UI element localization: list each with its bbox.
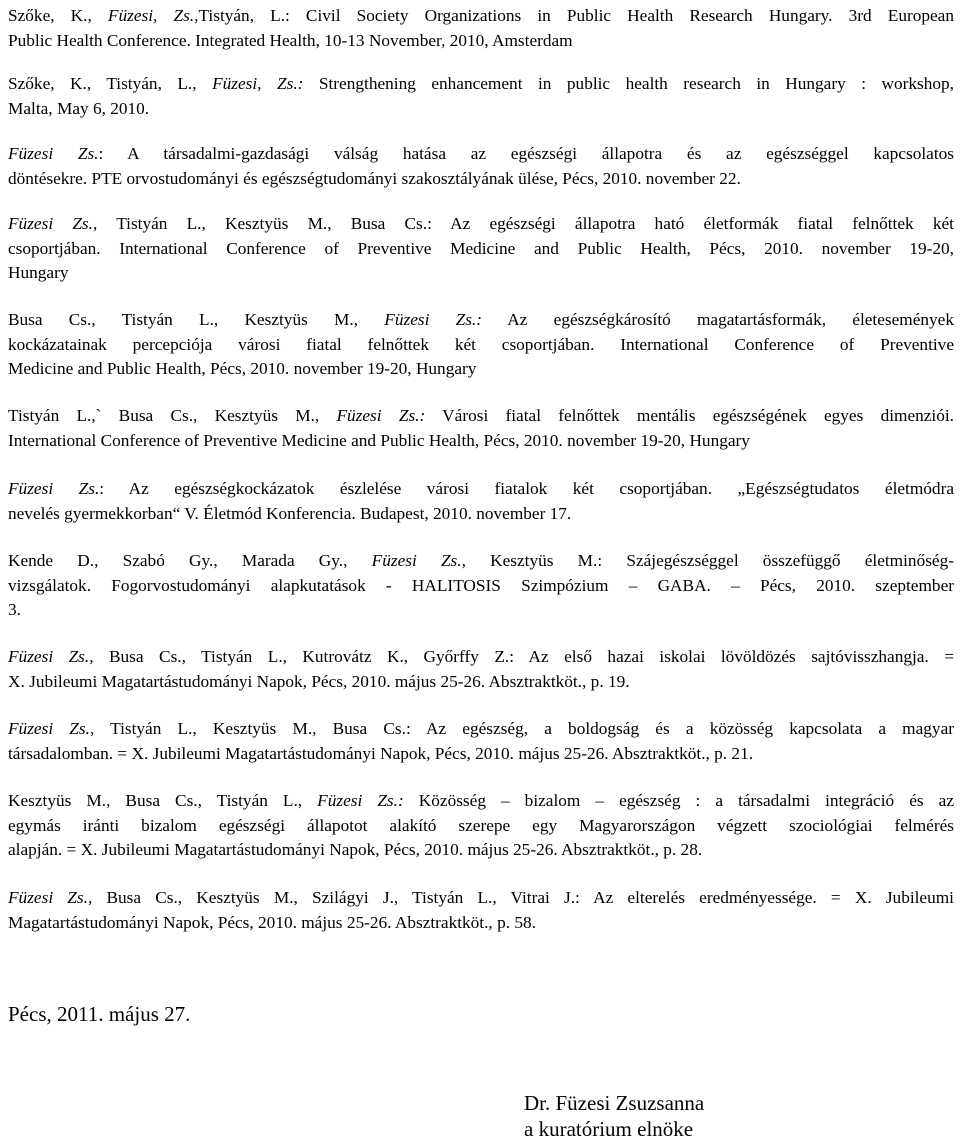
- reference-text: Public Health Conference. Integrated Health, 10-13 November, 2010, Amsterdam: [8, 30, 573, 50]
- reference-entry: [8, 717, 954, 766]
- signature-block: [524, 1090, 704, 1142]
- author-name-italic: Füzesi, Zs.,: [107, 6, 199, 25]
- reference-entry: [8, 549, 954, 623]
- reference-line: [8, 574, 954, 599]
- reference-text: csoportjában. International Conference of Preventive Medicine and Public Health, Pécs, 2010. november 19-20,: [8, 238, 954, 258]
- reference-text: , Tistyán L., Kesztyüs M., Busa Cs.: Az egészségi állapotra ható életformák fiatal felnőttek két: [92, 214, 954, 233]
- reference-entry: [8, 4, 954, 53]
- reference-line: [8, 502, 954, 527]
- reference-line: [8, 29, 954, 54]
- reference-line: [8, 97, 954, 122]
- reference-line: [8, 4, 954, 29]
- reference-line: [8, 212, 954, 237]
- author-name-italic: Füzesi Zs.,: [371, 551, 466, 570]
- reference-entry: [8, 142, 954, 191]
- reference-text: International Conference of Preventive Medicine and Public Health, Pécs, 2010. november 19-20, Hungary: [8, 430, 750, 450]
- reference-line: [8, 308, 954, 333]
- reference-line: [8, 549, 954, 574]
- reference-text: Szőke, K.,: [8, 6, 108, 25]
- reference-text: kockázatainak percepciója városi fiatal felnőttek két csoportjában. International Conference of Preventive: [8, 334, 954, 354]
- reference-line: [8, 742, 954, 767]
- reference-line: [8, 789, 954, 814]
- author-name-italic: Füzesi Zs.,: [8, 647, 94, 666]
- reference-text: Közösség – bizalom – egészség : a társadalmi integráció és az: [403, 791, 954, 810]
- reference-line: [8, 237, 954, 262]
- author-name-italic: Füzesi Zs.,: [8, 888, 93, 907]
- reference-text: egymás iránti bizalom egészségi állapotot alakító szerepe egy Magyarországon végzett szociológiai felmérés: [8, 815, 954, 835]
- reference-text: Busa Cs., Tistyán L., Kesztyüs M.,: [8, 310, 385, 329]
- reference-line: [8, 838, 954, 863]
- reference-text: Hungary: [8, 263, 69, 282]
- reference-line: [8, 645, 954, 670]
- reference-text: : A társadalmi-gazdasági válság hatása az egészségi állapotra és az egészséggel kapcsolatos: [98, 144, 954, 163]
- signatory-title: a kuratórium elnöke: [524, 1117, 694, 1141]
- author-name-italic: Füzesi, Zs.:: [212, 74, 304, 93]
- reference-line: [8, 429, 954, 454]
- author-name-italic: Füzesi Zs.,: [8, 719, 95, 738]
- reference-text: Városi fiatal felnőttek mentális egészségének egyes dimenziói.: [425, 406, 954, 425]
- reference-line: [8, 911, 954, 936]
- author-name-italic: Füzesi Zs.:: [336, 406, 426, 425]
- reference-text: vizsgálatok. Fogorvostudományi alapkutatások - HALITOSIS Szimpózium – GABA. – Pécs, 2010. szeptember: [8, 575, 954, 595]
- reference-text: Tistyán, L.: Civil Society Organizations in Public Health Research Hungary. 3rd European: [198, 6, 954, 25]
- reference-entry: [8, 212, 954, 286]
- reference-text: Medicine and Public Health, Pécs, 2010. november 19-20, Hungary: [8, 359, 477, 378]
- author-name-italic: Füzesi Zs.:: [384, 310, 483, 329]
- reference-text: X. Jubileumi Magatartástudományi Napok, Pécs, 2010. május 25-26. Absztraktköt., p. 19.: [8, 671, 630, 691]
- reference-line: [8, 333, 954, 358]
- reference-line: [8, 142, 954, 167]
- reference-entry: [8, 789, 954, 863]
- author-name-italic: Füzesi Zs.: [8, 479, 100, 498]
- reference-text: Busa Cs., Tistyán L., Kutrovátz K., Győrffy Z.: Az első hazai iskolai lövöldözés sajtóvisszhangja. =: [93, 647, 954, 666]
- reference-entry: [8, 645, 954, 694]
- reference-entry: [8, 886, 954, 935]
- reference-text: társadalomban. = X. Jubileumi Magatartástudományi Napok, Pécs, 2010. május 25-26. Absztraktköt., p. 21.: [8, 743, 754, 763]
- reference-entry: [8, 477, 954, 526]
- author-name-italic: Füzesi Zs.:: [317, 791, 404, 810]
- reference-line: [8, 886, 954, 911]
- reference-text: alapján. = X. Jubileumi Magatartástudományi Napok, Pécs, 2010. május 25-26. Absztraktköt., p. 28.: [8, 840, 703, 859]
- reference-text: döntésekre. PTE orvostudományi és egészségtudományi szakosztályának ülése, Pécs, 2010. november 22.: [8, 168, 741, 188]
- reference-line: [8, 72, 954, 97]
- author-name-italic: Füzesi Zs.: [8, 214, 93, 233]
- reference-line: [8, 477, 954, 502]
- reference-text: Kesztyüs M., Busa Cs., Tistyán L.,: [8, 791, 318, 810]
- reference-text: Strengthening enhancement in public health research in Hungary : workshop,: [303, 74, 954, 93]
- reference-text: Az egészségkárosító magatartásformák, életesemények: [482, 310, 954, 329]
- reference-line: [8, 404, 954, 429]
- reference-text: Malta, May 6, 2010.: [8, 98, 150, 118]
- reference-line: [8, 717, 954, 742]
- reference-text: Magatartástudományi Napok, Pécs, 2010. május 25-26. Absztraktköt., p. 58.: [8, 912, 536, 932]
- reference-text: nevelés gyermekkorban“ V. Életmód Konferencia. Budapest, 2010. november 17.: [8, 503, 572, 523]
- reference-text: Busa Cs., Kesztyüs M., Szilágyi J., Tistyán L., Vitrai J.: Az elterelés eredményessége. = X. Jubileumi: [92, 888, 954, 907]
- reference-text: Kesztyüs M.: Szájegészséggel összefüggő életminőség-: [465, 551, 955, 570]
- reference-line: [8, 167, 954, 192]
- reference-text: : Az egészségkockázatok észlelése városi fiatalok két csoportjában. „Egészségtudatos életmódra: [99, 479, 954, 498]
- reference-text: 3.: [8, 600, 21, 619]
- reference-text: Tistyán L., Kesztyüs M., Busa Cs.: Az egészség, a boldogság és a közösség kapcsolata a magyar: [94, 719, 954, 738]
- reference-line: [8, 598, 954, 623]
- reference-entry: [8, 72, 954, 121]
- reference-line: [8, 261, 954, 286]
- signatory-name: Dr. Füzesi Zsuzsanna: [524, 1091, 705, 1115]
- reference-line: [8, 357, 954, 382]
- reference-entry: [8, 404, 954, 453]
- reference-text: Szőke, K., Tistyán, L.,: [8, 74, 213, 93]
- place-and-date: Pécs, 2011. május 27.: [8, 1002, 191, 1026]
- author-name-italic: Füzesi Zs.: [8, 144, 99, 163]
- reference-entry: [8, 308, 954, 382]
- reference-line: [8, 670, 954, 695]
- reference-line: [8, 814, 954, 839]
- reference-text: Tistyán L.,` Busa Cs., Kesztyüs M.,: [8, 406, 337, 425]
- reference-text: Kende D., Szabó Gy., Marada Gy.,: [8, 551, 372, 570]
